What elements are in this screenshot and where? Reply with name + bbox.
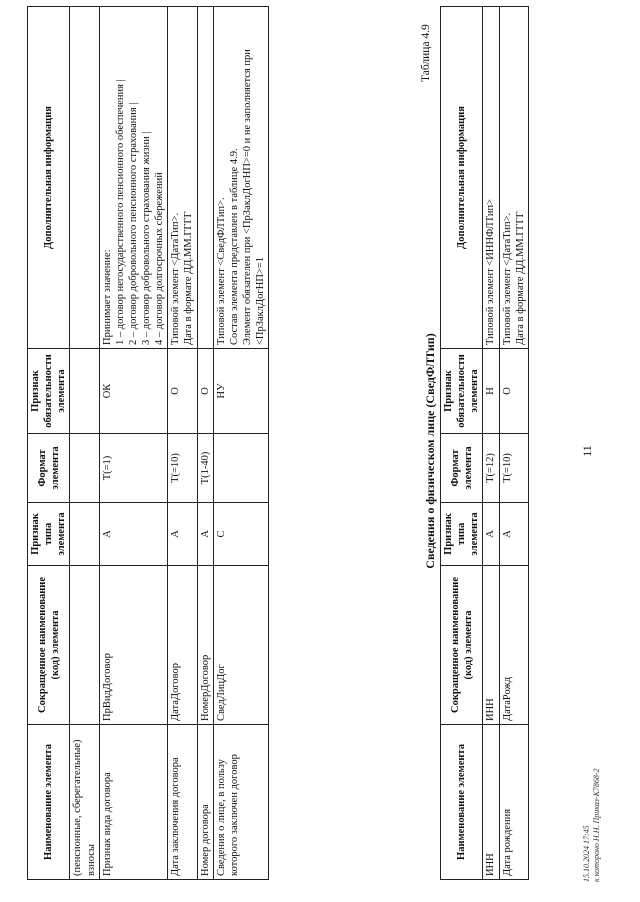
cell-info: Принимает значение: 1 – договор негосударственного пенсионного обеспечения | 2 – договор добровольного пенсионного страхования | 3 – договор добровольного страхования жизни | 4 – договор долгосрочных сбережений [99,7,168,349]
cell-format: Т(=10) [168,434,197,503]
page-number: 11 [580,445,594,457]
header-type: Признак типа элемента [28,503,70,566]
cell-code: ДатаРожд [499,566,528,725]
cell-req: НУ [213,349,269,434]
cell-info: Типовой элемент <ДатаТип>. Дата в формате ДД.ММ.ГГГГ [499,7,528,349]
cell-type: С [213,503,269,566]
header-info: Дополнительная информация [441,7,483,349]
cell-format: Т(=1) [99,434,168,503]
cell-code: СведЛицДог [213,566,269,725]
header-name: Наименование элемента [441,725,483,880]
cell-format: Т(1-40) [197,434,213,503]
elements-table [27,6,269,880]
table-row [99,7,168,880]
cell-info: Типовой элемент <ДатаТип>. Дата в формате ДД.ММ.ГГГГ [168,7,197,349]
table-header-row [28,7,70,880]
cell-req: О [499,349,528,434]
cell-code: НомерДоговор [197,566,213,725]
cell-name: (пенсионные, сберегательные) взносы [70,725,99,880]
cell-req: О [197,349,213,434]
cell-req: ОК [99,349,168,434]
cell-name: Признак вида договора [99,725,168,880]
cell-name: Сведения о лице, в пользу которого заключен договор [213,725,269,880]
header-name: Наименование элемента [28,725,70,880]
table-row [70,7,99,880]
cell-format [70,434,99,503]
header-code: Сокращенное наименование (код) элемента [441,566,483,725]
cell-type [70,503,99,566]
cell-type: А [499,503,528,566]
header-required: Признак обязательности элемента [28,349,70,434]
cell-format: Т(=10) [499,434,528,503]
footer-date: 15.10.2024 17:45 [582,825,591,882]
table-row [197,7,213,880]
cell-info [197,7,213,349]
header-type: Признак типа элемента [441,503,483,566]
cell-type: А [197,503,213,566]
cell-code: ДатаДоговор [168,566,197,725]
header-required: Признак обязательности элемента [441,349,483,434]
section-title: Сведения о физическом лице (СведФЛТип) [423,333,437,569]
cell-req: Н [483,349,499,434]
footer-stamp [582,768,603,882]
cell-type: А [483,503,499,566]
cell-name: Дата рождения [499,725,528,880]
cell-info [70,7,99,349]
cell-req: О [168,349,197,434]
person-table [440,6,529,880]
cell-info: Типовой элемент <СведФЛТип>. Состав элемента представлен в таблице 4.9. Элемент обязателен при <ПрЗаклДогНП>=0 и не заполняется при <ПрЗаклДогНП>=1 [213,7,269,349]
header-format: Формат элемента [28,434,70,503]
table-row [483,7,499,880]
cell-type: А [168,503,197,566]
cell-req [70,349,99,434]
header-info: Дополнительная информация [28,7,70,349]
cell-code [70,566,99,725]
cell-name: ИНН [483,725,499,880]
cell-format [213,434,269,503]
table-number: Таблица 4.9 [420,24,432,82]
cell-format: Т(=12) [483,434,499,503]
footer-note: к котороно Н.Н. Приказ-К7868-2 [592,768,602,882]
table-row [499,7,528,880]
table-row [168,7,197,880]
header-code: Сокращенное наименование (код) элемента [28,566,70,725]
table-header-row [441,7,483,880]
cell-code: ПрВидДоговор [99,566,168,725]
header-format: Формат элемента [441,434,483,503]
cell-info: Типовой элемент <ИННФЛТип> [483,7,499,349]
cell-code: ИНН [483,566,499,725]
table-row [213,7,269,880]
cell-type: А [99,503,168,566]
cell-name: Номер договора [197,725,213,880]
cell-name: Дата заключения договора [168,725,197,880]
